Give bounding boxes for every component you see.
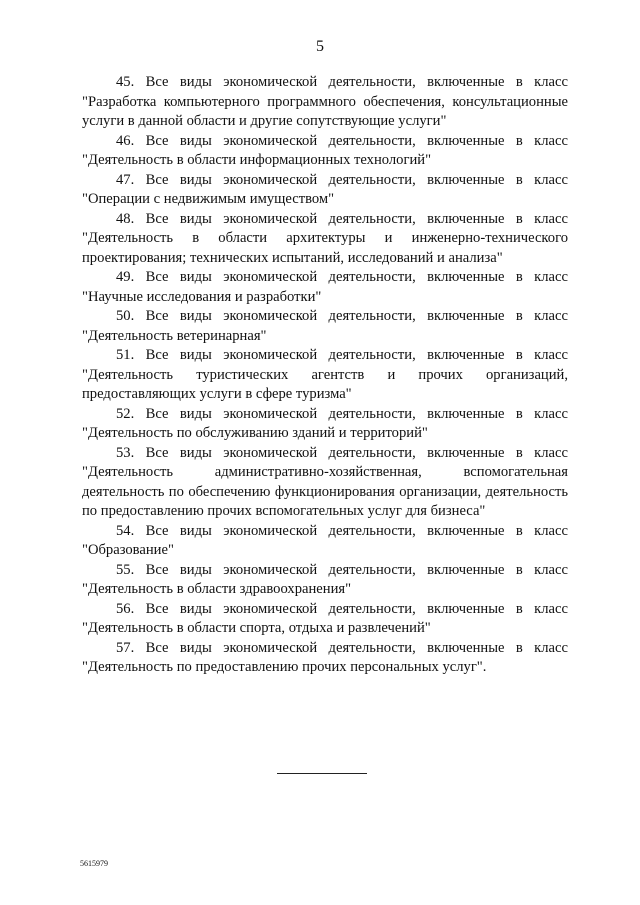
list-item-50: 50. Все виды экономической деятельности, включенные в класс "Деятельность ветеринарная" [82, 308, 568, 344]
list-item-52: 52. Все виды экономической деятельности, включенные в класс "Деятельность по обслуживанию зданий и территорий" [82, 405, 568, 441]
list-item-53: 53. Все виды экономической деятельности, включенные в класс "Деятельность административно-хозяйственная, вспомогательная деятельность по обеспечению функционирования организации, деятельность по предоставлению прочих вспомогательных услуг для бизнеса" [82, 444, 568, 519]
page-number: 5 [316, 38, 324, 55]
list-item-48: 48. Все виды экономической деятельности, включенные в класс "Деятельность в области архитектуры и инженерно-технического проектирования; технических испытаний, исследований и анализа" [82, 210, 568, 266]
list-item-55: 55. Все виды экономической деятельности, включенные в класс "Деятельность в области здравоохранения" [82, 561, 568, 597]
list-item-57: 57. Все виды экономической деятельности, включенные в класс "Деятельность по предоставлению прочих персональных услуг". [82, 639, 568, 675]
list-item-54: 54. Все виды экономической деятельности, включенные в класс "Образование" [82, 522, 568, 558]
list-item-49: 49. Все виды экономической деятельности, включенные в класс "Научные исследования и разработки" [82, 269, 568, 305]
list-item-46: 46. Все виды экономической деятельности, включенные в класс "Деятельность в области информационных технологий" [82, 132, 568, 168]
list-item-45: 45. Все виды экономической деятельности, включенные в класс "Разработка компьютерного программного обеспечения, консультационные услуги в данной области и другие сопутствующие услуги" [82, 74, 568, 129]
closing-divider [277, 773, 367, 774]
list-item-51: 51. Все виды экономической деятельности, включенные в класс "Деятельность туристических агентств и прочих организаций, предоставляющих услуги в сфере туризма" [82, 347, 568, 402]
document-code: 5615979 [80, 859, 108, 868]
list-item-56: 56. Все виды экономической деятельности, включенные в класс "Деятельность в области спорта, отдыха и развлечений" [82, 600, 568, 636]
list-item-47: 47. Все виды экономической деятельности, включенные в класс "Операции с недвижимым имуществом" [82, 171, 568, 207]
document-body [82, 73, 568, 678]
